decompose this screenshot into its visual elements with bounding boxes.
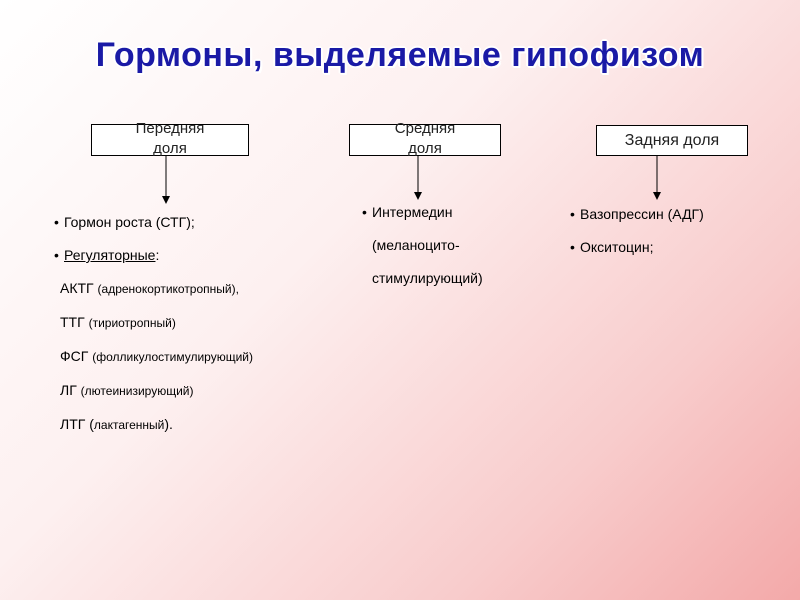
list-item: • Интермедин <box>362 196 483 229</box>
middle-lobe-label-line2: доля <box>408 140 442 157</box>
anterior-lobe-label-line1: Передняя <box>135 120 205 137</box>
bullet-icon: • <box>54 214 59 230</box>
anterior-lobe-label-line2: доля <box>153 140 187 157</box>
bullet-icon: • <box>362 204 367 220</box>
hormone-row: ЛГ (лютеинизирующий) <box>60 382 194 398</box>
hormone-row: ФСГ (фолликулостимулирующий) <box>60 348 253 364</box>
list-item: • Окситоцин; <box>570 231 704 264</box>
anterior-hormone-list <box>54 206 253 442</box>
list-item: • Гормон роста (СТГ); <box>54 206 253 239</box>
list-item: • Регуляторные: <box>54 239 253 272</box>
bullet-icon: • <box>570 239 575 255</box>
middle-hormone-list <box>362 196 483 295</box>
bullet-icon: • <box>54 247 59 263</box>
list-item: • Вазопрессин (АДГ) <box>570 198 704 231</box>
bullet-icon: • <box>570 206 575 222</box>
list-item-continuation: стимулирующий) <box>372 270 483 286</box>
posterior-hormone-list <box>570 198 704 264</box>
hormone-row: АКТГ (адренокортикотропный), <box>60 280 239 296</box>
list-item-continuation: (меланоцито- <box>372 237 460 253</box>
hormone-row: ЛТГ (лактагенный). <box>60 416 173 432</box>
page-title: Гормоны, выделяемые гипофизом <box>95 36 705 74</box>
middle-lobe-label-line1: Средняя <box>394 120 456 137</box>
hormone-row: ТТГ (тириотропный) <box>60 314 176 330</box>
posterior-lobe-label: Задняя доля <box>624 132 720 149</box>
